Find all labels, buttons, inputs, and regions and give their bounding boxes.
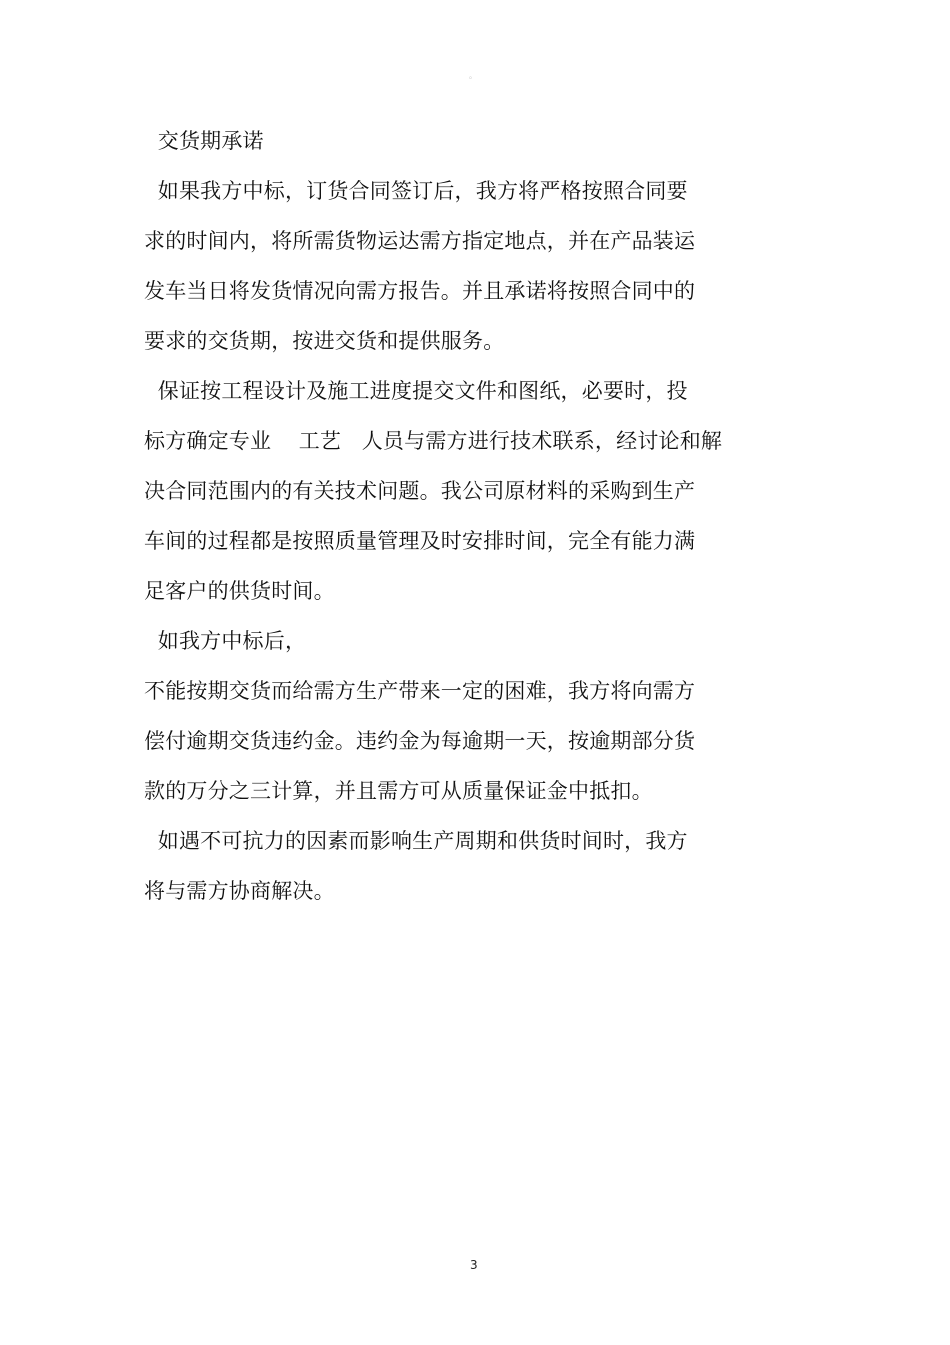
text-line: 足客户的供货时间。 <box>144 579 335 603</box>
text-line: 如遇不可抗力的因素而影响生产周期和供货时间时，我方 <box>144 829 688 853</box>
text-line: 款的万分之三计算，并且需方可从质量保证金中抵扣。 <box>144 779 653 803</box>
text-line: 不能按期交货而给需方生产带来一定的困难，我方将向需方 <box>144 679 696 703</box>
text-line: 车间的过程都是按照质量管理及时安排时间，完全有能力满 <box>144 529 696 553</box>
text-line: 标方确定专业 工艺 人员与需方进行技术联系，经讨论和解 <box>144 429 723 453</box>
text-line: 将与需方协商解决。 <box>144 879 335 903</box>
text-line: 发车当日将发货情况向需方报告。并且承诺将按照合同中的 <box>144 279 696 303</box>
section-heading: 交货期承诺 <box>144 129 264 153</box>
text-line: 保证按工程设计及施工进度提交文件和图纸，必要时，投 <box>144 379 688 403</box>
page-number: 3 <box>470 1258 478 1272</box>
text-line: 求的时间内，将所需货物运达需方指定地点，并在产品装运 <box>144 229 696 253</box>
text-line: 如果我方中标，订货合同签订后，我方将严格按照合同要 <box>144 179 688 203</box>
text-line: 偿付逾期交货违约金。违约金为每逾期一天，按逾期部分货 <box>144 729 696 753</box>
text-line: 要求的交货期，按进交货和提供服务。 <box>144 329 505 353</box>
text-line: 如我方中标后， <box>144 629 307 653</box>
header-mark: 。 <box>469 71 477 80</box>
text-line: 决合同范围内的有关技术问题。我公司原材料的采购到生产 <box>144 479 696 503</box>
